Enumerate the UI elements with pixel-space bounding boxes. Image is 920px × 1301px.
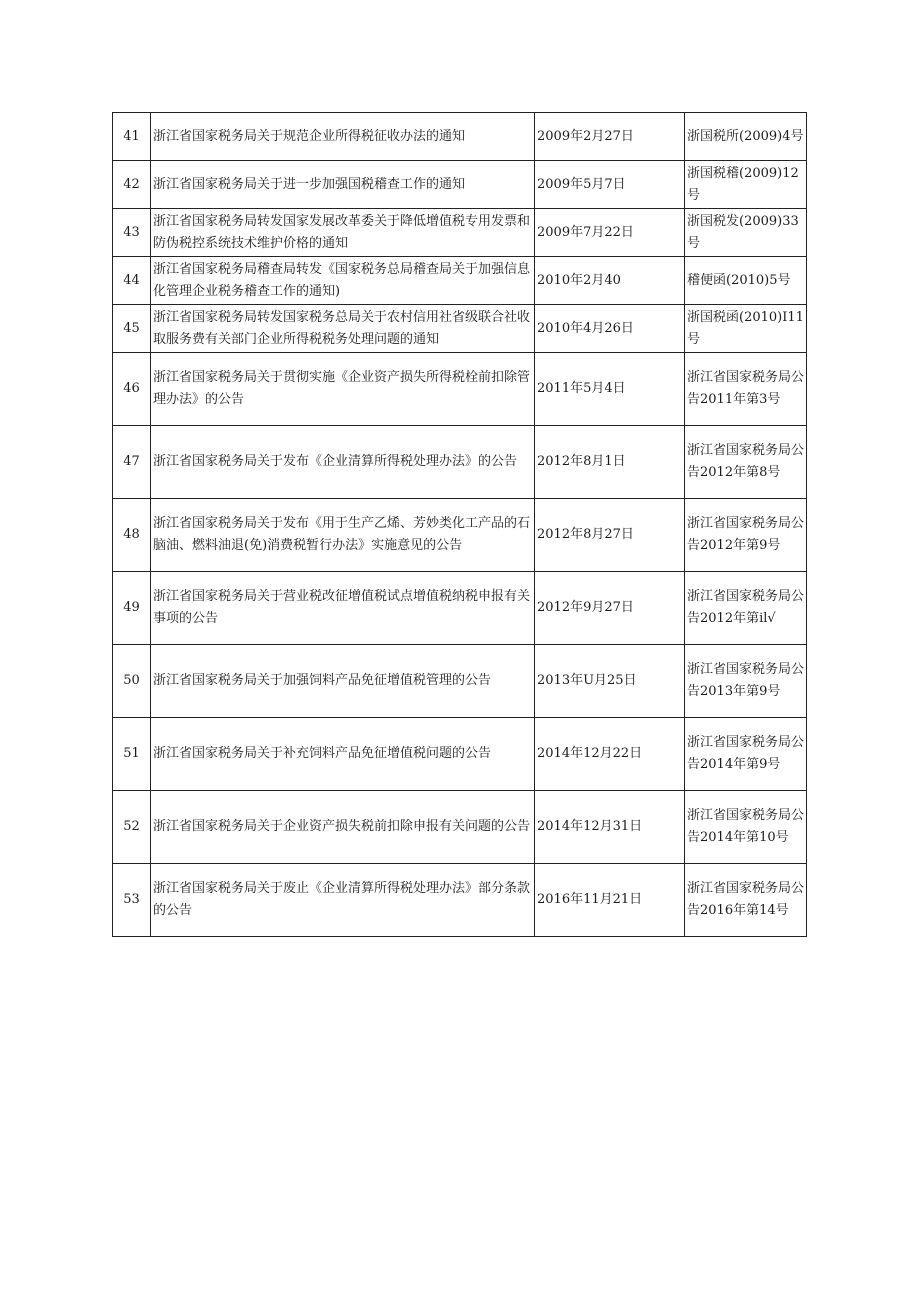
document-reference: 浙江省国家税务局公告2012年第8号: [685, 426, 807, 499]
table-row: [113, 257, 807, 305]
document-title: 浙江省国家税务局关于规范企业所得税征收办法的通知: [151, 113, 535, 161]
row-number: 51: [113, 718, 151, 791]
issue-date: 2011年5月4日: [535, 353, 685, 426]
document-reference: 稽便函(2010)5号: [685, 257, 807, 305]
document-title: 浙江省国家税务局关于营业税改征增值税试点增值税纳税申报有关事项的公告: [151, 572, 535, 645]
document-title: 浙江省国家税务局关于进一步加强国税稽查工作的通知: [151, 161, 535, 209]
document-reference: 浙国税发(2009)33号: [685, 209, 807, 257]
issue-date: 2009年5月7日: [535, 161, 685, 209]
document-title: 浙江省国家税务局关于发布《企业清算所得税处理办法》的公告: [151, 426, 535, 499]
document-title: 浙江省国家税务局关于贯彻实施《企业资产损失所得税栓前扣除管理办法》的公告: [151, 353, 535, 426]
row-number: 49: [113, 572, 151, 645]
row-number: 50: [113, 645, 151, 718]
table-row: [113, 113, 807, 161]
regulation-table-body: [113, 113, 807, 937]
document-reference: 浙江省国家税务局公告2013年第9号: [685, 645, 807, 718]
document-reference: 浙国税所(2009)4号: [685, 113, 807, 161]
document-title: 浙江省国家税务局关于企业资产损失税前扣除申报有关问题的公告: [151, 791, 535, 864]
row-number: 46: [113, 353, 151, 426]
table-row: [113, 645, 807, 718]
document-title: 浙江省国家税务局稽查局转发《国家税务总局稽查局关于加强信息化管理企业税务稽查工作的通知): [151, 257, 535, 305]
regulation-table: [112, 112, 807, 937]
row-number: 42: [113, 161, 151, 209]
row-number: 45: [113, 305, 151, 353]
document-title: 浙江省国家税务局转发国家发展改革委关于降低增值税专用发票和防伪税控系统技术维护价格的通知: [151, 209, 535, 257]
table-row: [113, 864, 807, 937]
issue-date: 2010年4月26日: [535, 305, 685, 353]
row-number: 53: [113, 864, 151, 937]
document-reference: 浙江省国家税务局公告2012年第il√: [685, 572, 807, 645]
issue-date: 2016年11月21日: [535, 864, 685, 937]
row-number: 41: [113, 113, 151, 161]
row-number: 52: [113, 791, 151, 864]
issue-date: 2010年2月40: [535, 257, 685, 305]
row-number: 47: [113, 426, 151, 499]
issue-date: 2013年U月25日: [535, 645, 685, 718]
document-title: 浙江省国家税务局关于废止《企业清算所得税处理办法》部分条款的公告: [151, 864, 535, 937]
document-reference: 浙江省国家税务局公告2011年第3号: [685, 353, 807, 426]
table-row: [113, 426, 807, 499]
table-row: [113, 499, 807, 572]
table-row: [113, 353, 807, 426]
document-reference: 浙江省国家税务局公告2012年第9号: [685, 499, 807, 572]
document-reference: 浙江省国家税务局公告2014年第10号: [685, 791, 807, 864]
issue-date: 2009年2月27日: [535, 113, 685, 161]
document-title: 浙江省国家税务局转发国家税务总局关于农村信用社省级联合社收取服务费有关部门企业所得税税务处理问题的通知: [151, 305, 535, 353]
issue-date: 2009年7月22日: [535, 209, 685, 257]
document-reference: 浙国税稽(2009)12号: [685, 161, 807, 209]
document-reference: 浙国税函(2010)I11号: [685, 305, 807, 353]
document-reference: 浙江省国家税务局公告2016年第14号: [685, 864, 807, 937]
issue-date: 2012年9月27日: [535, 572, 685, 645]
issue-date: 2012年8月1日: [535, 426, 685, 499]
table-row: [113, 718, 807, 791]
row-number: 48: [113, 499, 151, 572]
table-row: [113, 305, 807, 353]
document-title: 浙江省国家税务局关于加强饲料产品免征增值税管理的公告: [151, 645, 535, 718]
document-title: 浙江省国家税务局关于补充饲料产品免征增值税问题的公告: [151, 718, 535, 791]
table-row: [113, 791, 807, 864]
document-title: 浙江省国家税务局关于发布《用于生产乙烯、芳妙类化工产品的石脑油、燃料油退(免)消费税暂行办法》实施意见的公告: [151, 499, 535, 572]
issue-date: 2014年12月22日: [535, 718, 685, 791]
table-row: [113, 161, 807, 209]
issue-date: 2014年12月31日: [535, 791, 685, 864]
row-number: 43: [113, 209, 151, 257]
issue-date: 2012年8月27日: [535, 499, 685, 572]
table-row: [113, 572, 807, 645]
table-row: [113, 209, 807, 257]
document-reference: 浙江省国家税务局公告2014年第9号: [685, 718, 807, 791]
row-number: 44: [113, 257, 151, 305]
